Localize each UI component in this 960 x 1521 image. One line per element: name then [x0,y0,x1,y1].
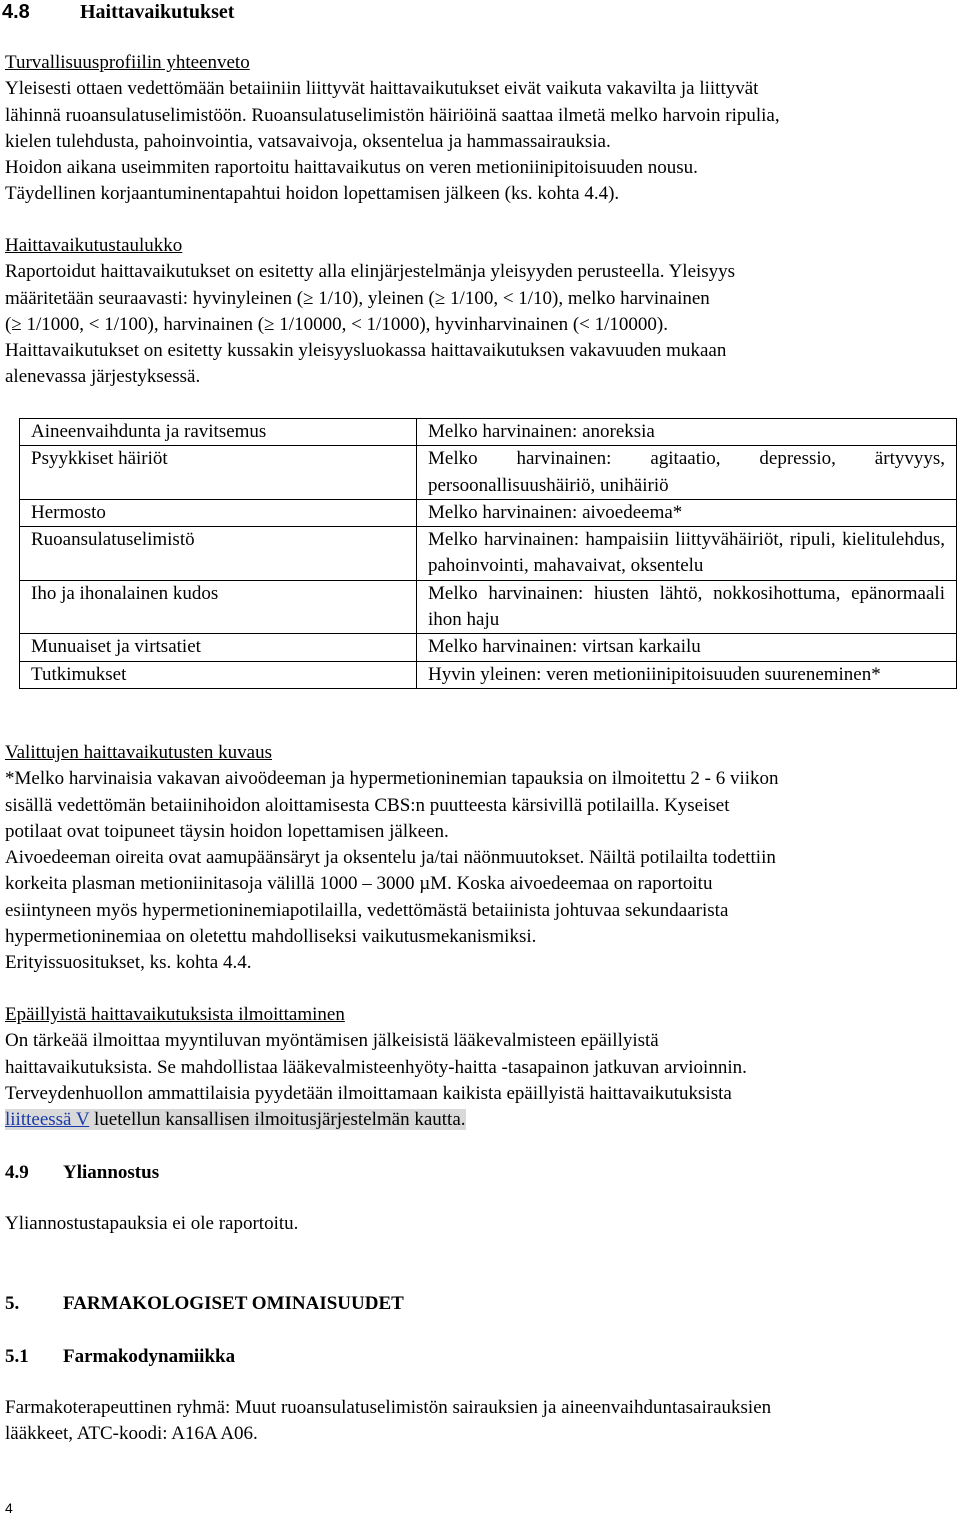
table-row [20,580,957,634]
table-row [20,527,957,581]
effect-cell: Hyvin yleinen: veren metioniinipitoisuuden suureneminen* [417,661,957,688]
soc-cell: Hermosto [20,499,417,526]
section-number: 5.1 [5,1346,29,1367]
section-title: Yliannostus [63,1162,160,1183]
soc-cell: Tutkimukset [20,661,417,688]
paragraph-line: haittavaikutuksista. Se mahdollistaa lääkevalmisteenhyöty-haitta -tasapainon jatkuvan arvioinnin. [5,1056,747,1078]
section-number: 4.9 [5,1162,29,1183]
paragraph-line: potilaat ovat toipuneet täysin hoidon lopettamisen jälkeen. [5,820,449,842]
section-5-heading [5,1292,404,1316]
paragraph-line: sisällä vedettömän betaiinihoidon aloittamisesta CBS:n puutteesta kärsivillä potilailla. Kyseiset [5,794,730,816]
paragraph-line: Terveydenhuollon ammattilaisia pyydetään ilmoittamaan kaikista epäillyistä haittavaikutuksista [5,1082,732,1104]
paragraph-line: hypermetioninemiaa on oletettu mahdolliseksi vaikutusmekanismiksi. [5,926,537,948]
effect-cell: Melko harvinainen: anoreksia [417,419,957,446]
table-intro-heading: Haittavaikutustaulukko [5,235,183,256]
effect-cell: Melko harvinainen: agitaatio, depressio, ärtyvyys, persoonallisuushäiriö, unihäiriö [417,446,957,500]
highlighted-text [5,1109,466,1130]
table-row [20,661,957,688]
reporting-heading: Epäillyistä haittavaikutuksista ilmoittaminen [5,1004,345,1025]
effect-cell: Melko harvinainen: hiusten lähtö, nokkosihottuma, epänormaali ihon haju [417,580,957,634]
paragraph-line: Farmakoterapeuttinen ryhmä: Muut ruoansulatuselimistön sairauksien ja aineenvaihduntasairauksien [5,1397,772,1418]
paragraph-line: Yliannostustapauksia ei ole raportoitu. [5,1213,299,1234]
paragraph-line: Haittavaikutukset on esitetty kussakin yleisyysluokassa haittavaikutuksen vakavuuden mukaan [5,340,727,362]
paragraph-line: *Melko harvinaisia vakavan aivoödeeman ja hypermetioninemian tapauksia on ilmoitettu 2 - 6 viikon [5,768,779,790]
reporting-section [5,1002,953,1133]
paragraph-line: korkeita plasman metioniinitasoja välillä 1000 – 3000 µM. Koska aivoedeemaa on raportoitu [5,873,713,895]
paragraph-line: Täydellinen korjaantuminentapahtui hoidon lopettamisen jälkeen (ks. kohta 4.4). [5,183,620,205]
effect-cell: Melko harvinainen: aivoedeema* [417,499,957,526]
section-number: 4.8 [2,1,30,23]
adverse-effects-table [19,418,957,689]
soc-cell: Iho ja ihonalainen kudos [20,580,417,634]
paragraph-line: alenevassa järjestyksessä. [5,366,201,388]
section-title: Farmakodynamiikka [63,1346,236,1367]
paragraph-line: Raportoidut haittavaikutukset on esitetty alla elinjärjestelmänja yleisyyden perusteella. Yleisyys [5,261,736,283]
paragraph-line: lääkkeet, ATC-koodi: A16A A06. [5,1423,258,1445]
paragraph-line: Aivoedeeman oireita ovat aamupäänsäryt ja oksentelu ja/tai näönmuutokset. Näiltä potilailta todettiin [5,847,776,869]
selected-reactions [5,740,953,977]
paragraph-line [5,1107,953,1133]
table-row [20,499,957,526]
effect-cell: Melko harvinainen: virtsan karkailu [417,634,957,661]
page-number: 4 [5,1500,13,1516]
section-4-9-heading [5,1161,160,1185]
safety-heading: Turvallisuusprofiilin yhteenveto [5,52,250,73]
safety-summary [5,50,953,208]
paragraph-line: On tärkeää ilmoittaa myyntiluvan myöntämisen jälkeisistä lääkevalmisteen epäillyistä [5,1030,659,1052]
link-trailing-text: luetellun kansallisen ilmoitusjärjestelmän kautta. [89,1109,466,1131]
table-row [20,419,957,446]
paragraph-line: Hoidon aikana useimmiten raportoitu haittavaikutus on veren metioniinipitoisuuden nousu. [5,157,698,179]
table-row [20,446,957,500]
soc-cell: Psyykkiset häiriöt [20,446,417,500]
selected-heading: Valittujen haittavaikutusten kuvaus [5,742,273,763]
pharmacodynamics-text [5,1395,953,1448]
paragraph-line: määritetään seuraavasti: hyvinyleinen (≥ 1/10), yleinen (≥ 1/100, < 1/10), melko harvinainen [5,287,710,309]
paragraph-line: kielen tulehdusta, pahoinvointia, vatsavaivoja, oksentelua ja hammassairauksia. [5,130,611,152]
soc-cell: Ruoansulatuselimistö [20,527,417,581]
overdose-text [5,1211,953,1237]
paragraph-line: Erityissuositukset, ks. kohta 4.4. [5,952,252,974]
section-title: FARMAKOLOGISET OMINAISUUDET [63,1293,404,1314]
section-4-8-heading [2,0,235,24]
annex-v-link[interactable]: liitteessä V [5,1109,90,1131]
paragraph-line: (≥ 1/1000, < 1/100), harvinainen (≥ 1/10000, < 1/1000), hyvinharvinainen (< 1/10000). [5,313,669,335]
soc-cell: Aineenvaihdunta ja ravitsemus [20,419,417,446]
paragraph-line: esiintyneen myös hypermetioninemiapotilailla, vedettömästä betaiinista johtuvaa sekundaarista [5,899,729,921]
table-row [20,634,957,661]
section-title: Haittavaikutukset [80,1,235,23]
section-number: 5. [5,1293,20,1314]
section-5-1-heading [5,1345,236,1369]
soc-cell: Munuaiset ja virtsatiet [20,634,417,661]
effect-cell: Melko harvinainen: hampaisiin liittyvähäiriöt, ripuli, kielitulehdus, pahoinvointi, mahavaivat, oksentelu [417,527,957,581]
paragraph-line: Yleisesti ottaen vedettömään betaiiniin liittyvät haittavaikutukset eivät vaikuta vakavilta ja liittyvät [5,78,759,100]
paragraph-line: lähinnä ruoansulatuselimistöön. Ruoansulatuselimistön häiriöinä saattaa ilmetä melko harvoin ripulia, [5,104,780,126]
table-intro [5,233,953,391]
